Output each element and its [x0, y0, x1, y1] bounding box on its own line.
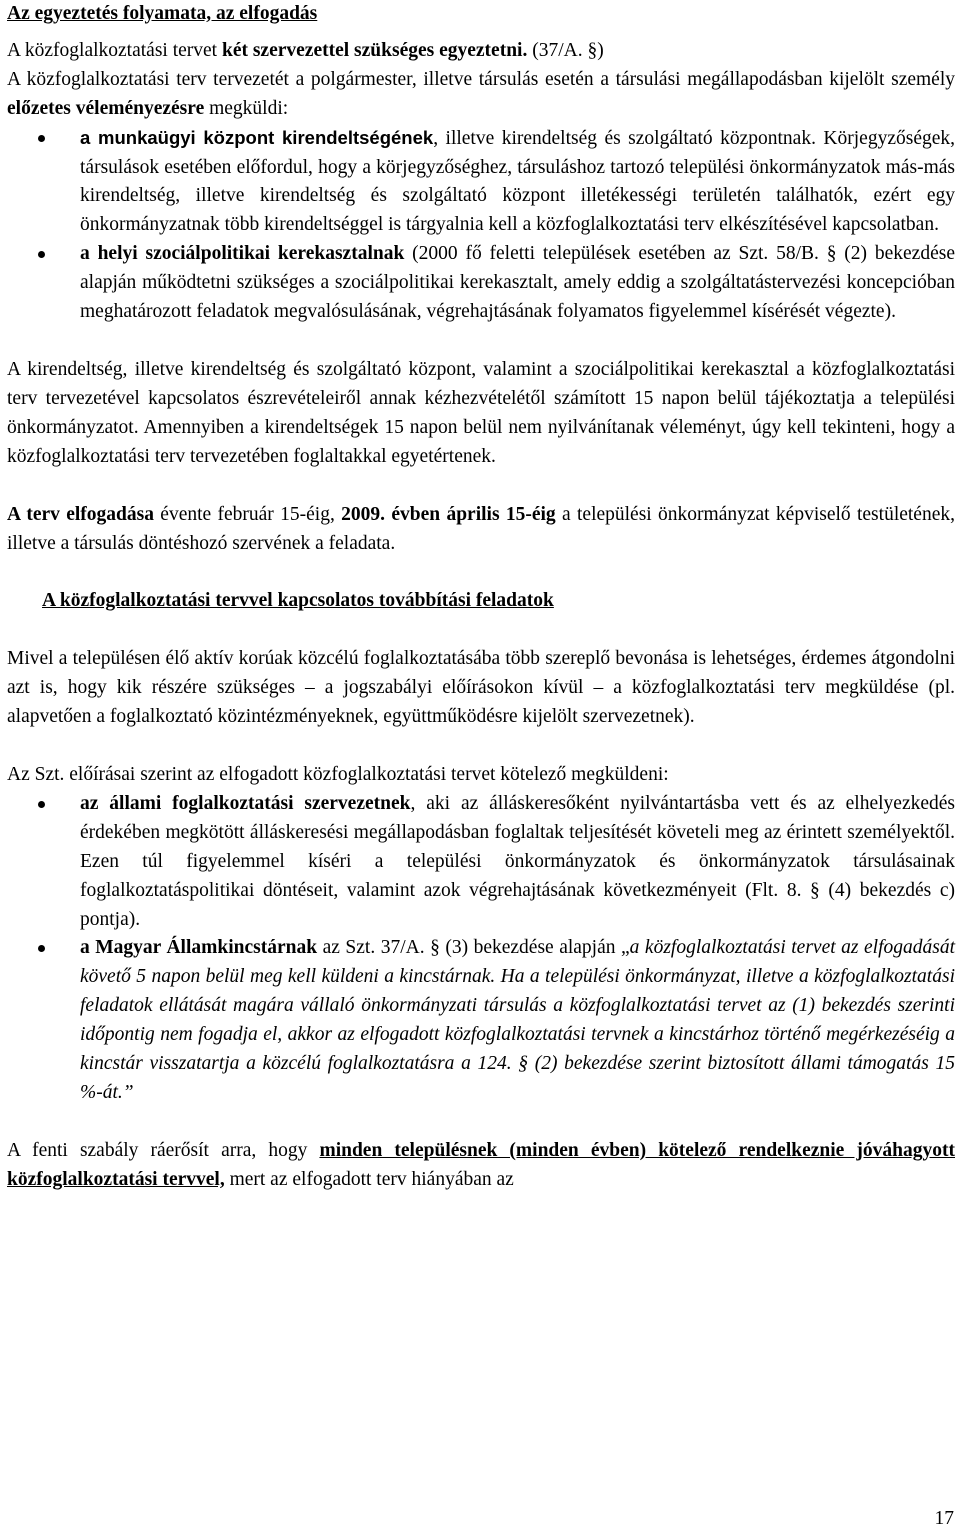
page-number: 17	[934, 1508, 954, 1529]
text-span: A fenti szabály ráerősít arra, hogy	[7, 1139, 320, 1161]
text-span: megküldi:	[204, 97, 289, 119]
bold-text: előzetes véleményezésre	[7, 97, 205, 119]
italic-quote: a közfoglalkoztatási tervet az elfogadását követő 5 napon belül meg kell küldeni a kincstárnak. Ha a települési önkormányzat, illetve a közfoglalkoztatási feladatok ellátását magára vállaló önkormányzati társulás a közfoglalkoztatási tervet az (1) bekezdés szerinti időpontig nem fogadja el, akkor az elfogadott közfoglalkoztatási tervnek a kincstárhoz történő megérkezéséig a kincstár visszatartja a közcélú foglalkoztatásra a 124. § (2) bekezdése szerint biztosított állami támogatás 15 %-át.	[80, 937, 956, 1103]
paragraph: Mivel a településen élő aktív korúak közcélú foglalkoztatásába több szereplő bevonása is lehetséges, érdemes átgondolni azt is, hogy kik részére szükséges – a jogszabályi előírásokon kívül – a közfoglalkoztatási terv megküldése (pl. alapvetően a foglalkoztató közintézményeknek, együttműködésre kijelölt szervezetnek).	[7, 648, 955, 728]
bold-text: A terv elfogadása	[7, 503, 154, 525]
document-page	[7, 0, 955, 1195]
bullet-list	[7, 124, 955, 327]
section-heading: Az egyeztetés folyamata, az elfogadás	[7, 3, 318, 24]
paragraph	[7, 66, 955, 124]
text-span: A közfoglalkoztatási tervet	[7, 39, 222, 61]
text-span: az Szt. 37/A. § (3) bekezdése alapján „	[317, 937, 630, 959]
bold-text: a helyi szociálpolitikai kerekasztalnak	[80, 243, 405, 265]
text-span: (2000 fő feletti települések esetében az Szt. 58/B. § (2) bekezdése alapján működtetni szükséges a szociálpolitikai kerekasztalt, amely eddig a szolgáltatástervezési koncepcióban meghatározott feladatok megvalósulásának, végrehajtásának folyamatos figyelemmel kísérését végezte).	[80, 243, 955, 323]
list-item	[7, 124, 955, 241]
bold-text: az állami foglalkoztatási szervezetnek	[80, 792, 411, 814]
bold-underlined-text: minden településnek (minden évben) kötelező rendelkeznie jóváhagyott közfoglalkoztatási tervvel,	[7, 1139, 955, 1190]
text-span: mert az elfogadott terv hiányában az	[224, 1168, 514, 1190]
bold-text: a munkaügyi központ kirendeltségének	[80, 126, 434, 148]
paragraph	[7, 1137, 955, 1195]
list-item	[7, 240, 955, 327]
bold-text: 2009. évben április 15-éig	[341, 503, 556, 525]
text-span: A közfoglalkoztatási terv tervezetét a polgármester, illetve társulás esetén a társulási megállapodásban kijelölt személy	[7, 68, 955, 90]
bold-text: két szervezettel szükséges egyeztetni.	[221, 39, 528, 61]
text-span: , aki az álláskeresőként nyilvántartásba vett és az elhelyezkedés érdekében megkötött álláskeresési megállapodásban foglaltak teljesítését követeli meg az érintett személyektől. Ezen túl figyelemmel kíséri a települési önkormányzatok és önkormányzatok társulásainak foglalkoztatáspolitikai döntéseit, valamint azok végrehajtásának következményeit (Flt. 8. § (4) bekezdés c) pontja).	[80, 792, 955, 930]
list-item	[7, 790, 955, 935]
bold-text: a Magyar Államkincstárnak	[80, 937, 318, 959]
paragraph	[7, 37, 955, 66]
text-span: (37/A. §)	[527, 39, 604, 61]
text-span: ”	[122, 1082, 134, 1103]
section-heading: A közfoglalkoztatási tervvel kapcsolatos továbbítási feladatok	[42, 590, 554, 612]
paragraph: A kirendeltség, illetve kirendeltség és szolgáltató központ, valamint a szociálpolitikai kerekasztal a közfoglalkoztatási terv tervezetével kapcsolatos észrevételeiről annak kézhezvételétől számított 15 napon belül tájékoztatja a települési önkormányzatot. Amennyiben a kirendeltségek 15 napon belül nem nyilvánítanak véleményt, úgy kell tekinteni, hogy a közfoglalkoztatási terv tervezetében foglaltakkal egyetértenek.	[7, 358, 955, 467]
text-span: évente február 15-éig,	[153, 503, 342, 525]
text-span: a települési önkormányzat képviselő testületének, illetve a társulás döntéshozó szervének a feladata.	[7, 503, 955, 554]
text-span: , illetve kirendeltség és szolgáltató központnak. Körjegyzőségek, társulások esetében előfordul, hogy a körjegyzőséghez, társuláshoz tartozó települési önkormányzatok más-más kirendeltség, illetve kirendeltség és szolgáltató központ illetékességi területén találhatók, ezért egy önkormányzatnak több kirendeltséggel is tárgyalnia kell a közfoglalkoztatási terv elkészítésével kapcsolatban.	[80, 127, 956, 236]
list-item	[7, 934, 955, 1107]
bullet-list	[7, 790, 955, 1108]
paragraph	[7, 501, 955, 559]
paragraph: Az Szt. előírásai szerint az elfogadott közfoglalkoztatási tervet kötelező megküldeni:	[7, 764, 669, 786]
